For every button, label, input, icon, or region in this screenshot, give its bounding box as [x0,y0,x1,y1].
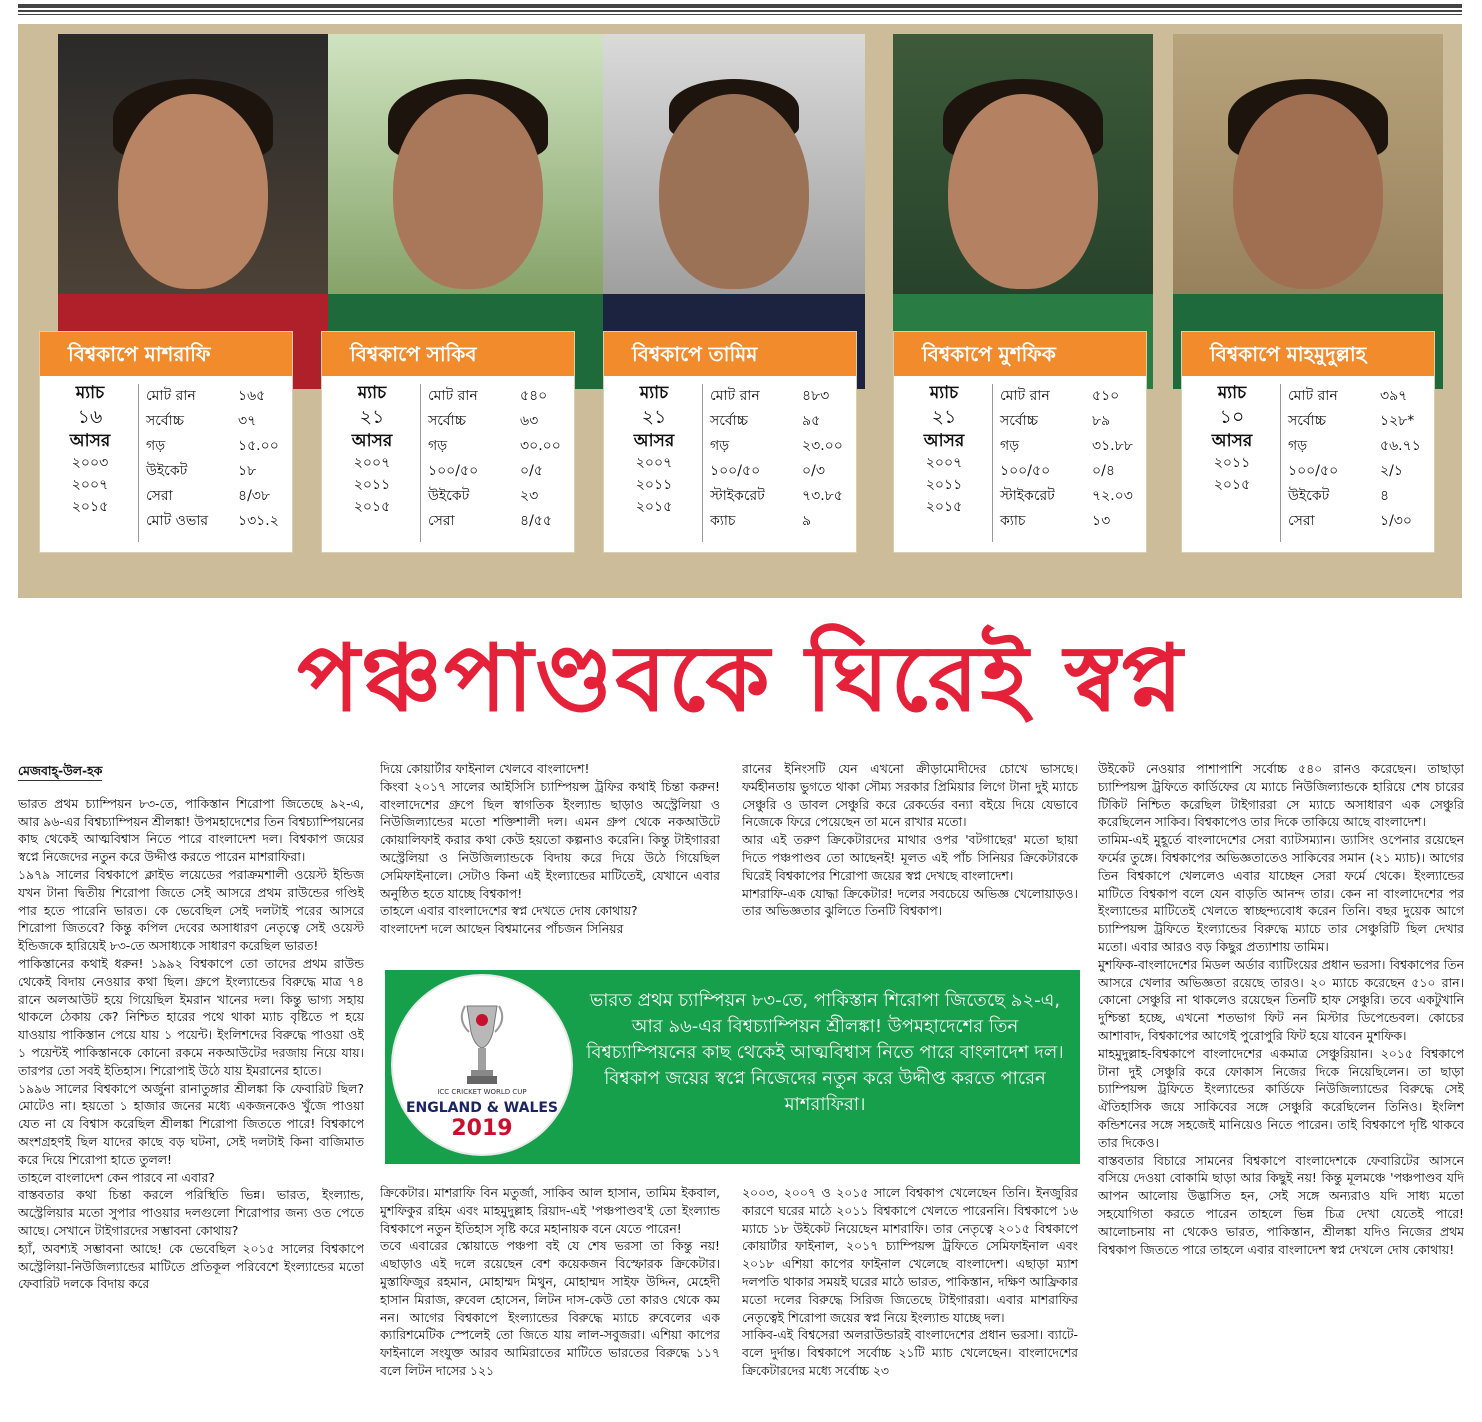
stat-row: মোট রান ৫৪০ [428,388,548,404]
stat-row: মোট ওভার ১৩১.২ [146,513,279,529]
stat-row: মোট রান ৫১০ [1000,388,1120,404]
year: ২০১১ [1213,455,1251,471]
paragraph: মাহমুদুল্লাহ-বিশ্বকাপে বাংলাদেশের একমাত্র সেঞ্চুরিয়ান। ২০১৫ বিশ্বকাপে টানা দুই সেঞ্চুরি করে ফোকাস নিজের দিকে নিয়েছিলেন। তা ছাড়া চ্যাম্পিয়ন্স ট্রফিতে ইংল্যান্ডের কার্ডিফে নিউজিল্যান্ডের বিরুদ্ধে সেই ঐতিহাসিক জয়ে সাকিবের সঙ্গে সেঞ্চুরি করেছিলেন তিনিও। ইংলিশ কন্ডিশনের সঙ্গে সহজেই মানিয়েও নিতে পারেন। তাই বিশ্বকাপে দৃষ্টি থাকবে তার দিকেও। [1098,1045,1464,1150]
paragraph: ক্রিকেটার। মাশরাফি বিন মতুর্জা, সাকিব আল হাসান, তামিম ইকবাল, মুশফিকুর রহিম এবং মাহমুদুল্লাহ রিয়াদ-এই 'পঞ্চপাণ্ডব'ই তো ইংল্যান্ড বিশ্বকাপে নতুন ইতিহাস সৃষ্টি করে মহানায়ক বনে যেতে পারেন! [380,1185,720,1236]
paragraph: তাহলে এবার বাংলাদেশের স্বপ্ন দেখতে দোষ কোথায়? [380,903,638,919]
stat-row: মোট রান ৪৮৩ [710,388,830,404]
year: ২০১১ [353,477,391,493]
logo-year-text: 2019 [451,1116,513,1141]
asor-label: আসর [1211,431,1253,451]
stat-card-mashrafe [40,332,292,552]
match-value: ১০ [1219,406,1245,428]
stat-card-shakib [322,332,574,552]
paragraph: বাংলাদেশ দলে আছেন বিশ্বমানের পাঁচজন সিনিয়র [380,921,624,937]
asor-label: আসর [633,431,675,451]
match-label: ম্যাচ [1217,383,1247,403]
article-column-3-bottom [742,1184,1078,1420]
stat-row: গড় ২৩.০০ [710,438,843,454]
card-title: বিশ্বকাপে সাকিব [322,332,574,376]
year: ২০০৭ [71,477,109,493]
stat-row: সর্বোচ্চ ৮৯ [1000,413,1111,429]
stat-row: ক্যাচ ৯ [710,513,812,529]
article-column-1 [18,762,364,1420]
match-value: ২১ [641,406,667,428]
article-column-2-top [380,760,720,960]
stat-row: মোট রান ৩৯৭ [1288,388,1408,404]
paragraph: তবে এবারের স্কোয়াডে পঞ্চপা বই যে শেষ ভরসা তা কিন্তু নয়! এছাড়াও এই দলে রয়েছেন বেশ কয়েকজন বিস্ফোরক ক্রিকেটার। মুস্তাফিজুর রহমান, মোহাম্মদ মিথুন, মোহাম্মদ সাইফ উদ্দিন, মেহেদী হাসান মিরাজ, রুবেল হোসেন, লিটন দাস-কেউ তো কারও থেকে কম নন। আগের বিশ্বকাপে ইংল্যান্ডের বিরুদ্ধে ম্যাচে রুবেলের এক ক্যারিশমেটিক স্পেলেই তো জিতে যায় লাল-সবুজরা। এশিয়া কাপের ফাইনালে সংযুক্ত আরব আমিরাতের মাটিতে ভারতের বিরুদ্ধে ১১৭ বলে লিটন দাসের ১২১ [380,1238,720,1378]
year: ২০০৭ [635,455,673,471]
stat-row: উইকেট ১৮ [146,463,257,479]
stat-row: ১০০/৫০ ০/৫ [428,463,543,479]
paragraph: বাস্তবতার কথা চিন্তা করলে পরিস্থিতি ভিন্ন। ভারত, ইংল্যান্ড, অস্ট্রেলিয়ার মতো সুপার পাওয়ার দলগুলো শিরোপার জন্য ওত পেতে আছে। সেখানে টাইগারদের সম্ভাবনা কোথায়? [18,1187,364,1238]
year: ২০১১ [635,477,673,493]
stat-row: সেরা ৪/৫৫ [428,513,552,529]
year: ২০১৫ [925,499,963,515]
stat-row: সর্বোচ্চ ১২৮* [1288,413,1415,429]
stat-row: গড় ১৫.০০ [146,438,279,454]
stat-card-tamim [604,332,856,552]
byline: মেজবাহ্-উল-হক [18,762,102,781]
year: ২০০৭ [925,455,963,471]
stat-card-mahmudullah [1182,332,1434,552]
paragraph: ২০০৩, ২০০৭ ও ২০১৫ সালে বিশ্বকাপ খেলেছেন তিনি। ইনজুরির কারণে ঘরের মাঠে ২০১১ বিশ্বকাপে খেলতে পারেননি। বিশ্বকাপে ১৬ ম্যাচে ১৮ উইকেট নিয়েছেন মাশরাফি। তার নেতৃত্বে ২০১৫ বিশ্বকাপে কোয়ার্টার ফাইনাল, ২০১৭ চ্যাম্পিয়ন্স ট্রফিতে সেমিফাইনাল এবং ২০১৮ এশিয়া কাপের ফাইনাল খেলেছে বাংলাদেশ। এছাড়া ম্যাশ দলপতি থাকার সময়ই ঘরের মাঠে ভারত, পাকিস্তান, দক্ষিণ আফ্রিকার মতো দলের বিরুদ্ধে সিরিজ জিতেছে টাইগাররা। এবার মাশরাফির নেতৃত্বেই শিরোপা জয়ের স্বপ্ন নিয়ে ইংল্যান্ড যাচ্ছে দল। [742,1185,1078,1325]
top-rule [18,0,1462,20]
card-title: বিশ্বকাপে মাহমুদুল্লাহ [1182,332,1434,376]
paragraph: উইকেট নেওয়ার পাশাপাশি সর্বোচ্চ ৫৪০ রানও করেছেন। তাছাড়া চ্যাম্পিয়ন্স ট্রফিতে কার্ডিফের যে ম্যাচে নিউজিল্যান্ডকে হারিয়ে শেষ চারের টিকিট নিশ্চিত করেছিল টাইগাররা সে ম্যাচে অসাধারণ এক সেঞ্চুরি করেছিলেন সাকিব। বিশ্বকাপেও তার দিকে তাকিয়ে আছে বাংলাদেশ। [1098,761,1464,830]
paragraph: ১৯৭৯ সালের বিশ্বকাপে ক্লাইভ লয়েডের পরাক্রমশালী ওয়েস্ট ইন্ডিজ যখন টানা দ্বিতীয় শিরোপা জিতে সেই আসরে প্রথম রাউন্ডের গণ্ডিই পার হতে পারেনি ভারত। কে ভেবেছিল সেই দলটাই পরের আসরে শিরোপা জিতবে? কিন্তু কপিল দেবের অসাধারণ নেতৃত্বে সেই ওয়েস্ট ইন্ডিজকে হারিয়েই ৮৩-তে অসাধ্যকে সাধারণ করেছিল ভারত! [18,866,364,954]
paragraph: তাহলে বাংলাদেশ কেন পারবে না এবার? [18,1169,215,1185]
year: ২০১৫ [635,499,673,515]
stat-row: গড় ৫৬.৭১ [1288,438,1421,454]
article-column-4 [1098,760,1464,1420]
year: ২০০৭ [353,455,391,471]
paragraph: আর এই তরুণ ক্রিকেটারদের মাথার ওপর 'বটগাছের' মতো ছায়া দিতে পঞ্চপাণ্ডব তো আছেনই! মূলত এই পাঁচ সিনিয়র ক্রিকেটারকে ঘিরেই বিশ্বকাপের শিরোপা জয়ের স্বপ্ন দেখছে বাংলাদেশ। [742,832,1078,883]
year: ২০১১ [925,477,963,493]
match-label: ম্যাচ [929,383,959,403]
match-value: ১৬ [77,406,103,428]
paragraph: দিয়ে কোয়ার্টার ফাইনাল খেলবে বাংলাদেশ! [380,761,590,776]
stat-row: গড় ৩১.৮৮ [1000,438,1133,454]
article-column-3-top [742,760,1078,960]
paragraph: হ্যাঁ, অবশ্যই সম্ভাবনা আছে! কে ভেবেছিল ২০১৫ সালের বিশ্বকাপে অস্ট্রেলিয়া-নিউজিল্যান্ডের মাটিতে প্রতিকূল পরিবেশে ইংল্যান্ডের মতো ফেবারিট দলকে বিদায় করে [18,1240,364,1292]
pull-quote-text: ভারত প্রথম চ্যাম্পিয়ন ৮৩-তে, পাকিস্তান শিরোপা জিতেছে ৯২-এ, আর ৯৬-এর বিশ্বচ্যাম্পিয়ন শ্রীলঙ্কা! উপমহাদেশের তিন বিশ্বচ্যাম্পিয়নের কাছ থেকেই আত্মবিশ্বাস নিতে পারে বাংলাদেশ দল। বিশ্বকাপ জয়ের স্বপ্নে নিজেদের নতুন করে উদ্দীপ্ত করতে পারেন মাশরাফিরা। [586,990,1064,1115]
paragraph: মাশরাফি-এক যোদ্ধা ক্রিকেটার! দলের সবচেয়ে অভিজ্ঞ খেলোয়াড়ও। তার অভিজ্ঞতার ঝুলিতে তিনটি বিশ্বকাপ। [742,885,1078,919]
stat-row: ১০০/৫০ ২/১ [1288,463,1403,479]
asor-label: আসর [351,431,393,451]
year: ২০১৫ [353,499,391,515]
asor-label: আসর [923,431,965,451]
match-value: ২১ [359,406,385,428]
paragraph: পাকিস্তানের কথাই ধরুন! ১৯৯২ বিশ্বকাপে তো তাদের প্রথম রাউন্ড থেকেই বিদায় নেওয়ার কথা ছিল। গ্রুপে ইংল্যান্ডের বিরুদ্ধে মাত্র ৭৪ রানে অলআউট হয়ে গিয়েছিল ইমরান খানের দল। কিন্তু ভাগ্য সহায় থাকলে ঠেকায় কে? নিশ্চিত হারের পথে থাকা ম্যাচ বৃষ্টিতে প হয়ে যাওয়ায় পাকিস্তান পেয়ে যায় ১ পয়েন্ট। ইংলিশদের বিরুদ্ধে পাওয়া ওই ১ পয়েন্টই পাকিস্তানকে কোনো রকমে নকআউটের দরজায় নিয়ে যায়। তারপর তো সবই ইতিহাস। শিরোপাই উঠে যায় ইমরানের হাতে। [18,955,364,1078]
stat-row: ক্যাচ ১৩ [1000,513,1111,529]
paragraph: তামিম-এই মুহূর্তে বাংলাদেশের সেরা ব্যাটসম্যান। ড্যাসিং ওপেনার রয়েছেন ফর্মের তুঙ্গে। বিশ্বকাপের অভিজ্ঞতাতেও সাকিবের সমান (২১ ম্যাচ)। আগের তিন বিশ্বকাপে খেললেও এবার যাচ্ছেন সেরা ফর্মে থেকে। ইংল্যান্ডের মাটিতে বিশ্বকাপ বলে যেন বাড়তি আনন্দ তার। কেন না বাংলাদেশের পর ইংল্যান্ডের মাটিতেই খেলতে স্বাচ্ছন্দ্যবোধ করেন তিনি। বছর দুয়েক আগে চ্যাম্পিয়ন্স ট্রফিতে ইংল্যান্ডের বিরুদ্ধে ম্যাচে তার সেঞ্চুরিটি ছিল দেখার মতো। এবার আরও বড় কিছুর প্রত্যাশায় তামিম। [1098,832,1464,954]
paragraph: বাস্তবতার বিচারে সামনের বিশ্বকাপে বাংলাদেশকে ফেবারিটের আসনে বসিয়ে দেওয়া বোকামি ছাড়া আর কিছুই নয়! কিন্তু মূলমঞ্চে 'পঞ্চপাণ্ডব যদি আপন আলোয় উদ্ভাসিত হন, সেই সঙ্গে অন্যরাও যদি সাধ্য মতো সহযোগিতা করতে পারেন তাহলে ভিন্ন চিত্র দেখা যেতেই পারে! আলোচনায় না থেকেও ভারত, পাকিস্তান, শ্রীলঙ্কা যদিও নিজের প্রথম বিশ্বকাপ জিততে পারে তাহলে এবার বাংলাদেশ স্বপ্ন দেখলে দোষ কোথায়! [1098,1152,1464,1257]
headline: পঞ্চপাণ্ডবকে ঘিরেই স্বপ্ন [297,624,1185,732]
pull-quote-box [385,970,1080,1164]
match-value: ২১ [931,406,957,428]
logo-host-text: ENGLAND & WALES [405,1100,559,1116]
stat-row: মোট রান ১৬৫ [146,388,266,404]
card-title: বিশ্বকাপে তামিম [604,332,856,376]
logo-small-text: ICC CRICKET WORLD CUP [437,1088,527,1096]
asor-label: আসর [69,431,111,451]
article-column-2-bottom [380,1184,720,1420]
stat-row: উইকেট ৪ [1288,488,1390,504]
year: ২০১৫ [71,499,109,515]
stat-row: ১০০/৫০ ০/৩ [710,463,825,479]
world-cup-logo [393,976,571,1154]
match-label: ম্যাচ [75,383,105,403]
paragraph: ১৯৯৬ সালের বিশ্বকাপে অর্জুনা রানাতুঙ্গার শ্রীলঙ্কা কি ফেবারিট ছিল? মোটেও না। হয়তো ১ হাজার জনের মধ্যে একজনকেও খুঁজে পাওয়া যেত না যে বিশ্বাস করেছিল শ্রীলঙ্কা শিরোপা জিততে পারে! বিশ্বকাপে অংশগ্রহণই ছিল যাদের কাছে বড় ঘটনা, সেই দলটাই কিনা বাজিমাত করে দিয়ে শিরোপা হাতে তুলল! [18,1080,364,1167]
stat-row: গড় ৩০.০০ [428,438,561,454]
stat-row: সেরা ১/৩০ [1288,513,1413,529]
stat-card-mushfiq [894,332,1146,552]
paragraph: কিংবা ২০১৭ সালের আইসিসি চ্যাম্পিয়ন্স ট্রফির কথাই চিন্তা করুন! বাংলাদেশের গ্রুপে ছিল স্বাগতিক ইংল্যান্ড ছাড়াও অস্ট্রেলিয়া ও নিউজিল্যান্ডের মতো শক্তিশালী দল। এমন গ্রুপ থেকে নকআউটে কোয়ালিফাই করার কথা কেউ হয়তো কল্পনাও করেনি। কিন্তু টাইগাররা অস্ট্রেলিয়া ও নিউজিল্যান্ডকে বিদায় করে দিয়ে উঠে গিয়েছিল সেমিফাইনালে। সেটাও কিনা এই ইংল্যান্ডের মাটিতেই, যেখানে এবার অনুষ্ঠিত হতে যাচ্ছে বিশ্বকাপ! [380,778,720,901]
trophy-icon [457,1002,507,1088]
paragraph: রানের ইনিংসটি যেন এখনো ক্রীড়ামোদীদের চোখে ভাসছে। ফর্মহীনতায় ভুগতে থাকা সৌম্য সরকার প্রিমিয়ার লিগে টানা দুই ম্যাচে সেঞ্চুরি ও ডাবল সেঞ্চুরি করে রেকর্ডের বন্যা বইয়ে দিয়ে যেভাবে নিজেকে ফিরে পেয়েছেন তা মনে রাখার মতো। [742,761,1078,830]
match-label: ম্যাচ [357,383,387,403]
paragraph: সাকিব-এই বিশ্বসেরা অলরাউন্ডারই বাংলাদেশের প্রধান ভরসা। ব্যাটে-বলে দুর্দান্ত। বিশ্বকাপে সর্বোচ্চ ২১টি ম্যাচ খেলেছেন। বাংলাদেশের ক্রিকেটারদের মধ্যে সর্বোচ্চ ২৩ [742,1327,1078,1378]
paragraph: ভারত প্রথম চ্যাম্পিয়ন ৮৩-তে, পাকিস্তান শিরোপা জিতেছে ৯২-এ, আর ৯৬-এর বিশ্বচ্যাম্পিয়ন শ্রীলঙ্কা! উপমহাদেশের তিন বিশ্বচ্যাম্পিয়নের কাছ থেকেই আত্মবিশ্বাস নিতে পারে বাংলাদেশ দল। বিশ্বকাপ জয়ের স্বপ্নে নিজেদের নতুন করে উদ্দীপ্ত করতে পারেন মাশরাফিরা। [18,795,364,865]
stat-row: সর্বোচ্চ ৬৩ [428,413,539,429]
paragraph: মুশফিক-বাংলাদেশের মিডল অর্ডার ব্যাটিংয়ের প্রধান ভরসা। বিশ্বকাপের তিন আসরে খেলার অভিজ্ঞতা রয়েছে তারও। ২০ ম্যাচে করেছেন ৫১০ রান। কোনো সেঞ্চুরি না থাকলেও রয়েছেন তিনটি হাফ সেঞ্চুরি। তবে একটুখানি দুশ্চিন্তা হচ্ছে, এখনো শতভাগ ফিট নন মিস্টার ডিপেন্ডেবল। কোচের আশাবাদ, বিশ্বকাপের আগেই পুরোপুরি ফিট হয়ে যাবেন মুশফিক। [1098,956,1464,1043]
stat-row: স্টাইকরেট ৭২.০৩ [1000,488,1133,504]
stat-row: স্টাইকরেট ৭৩.৮৫ [710,488,843,504]
stat-row: সেরা ৪/৩৮ [146,488,270,504]
card-title: বিশ্বকাপে মুশফিক [894,332,1146,376]
stat-row: সর্বোচ্চ ৩৭ [146,413,257,429]
stat-row: ১০০/৫০ ০/৪ [1000,463,1115,479]
card-title: বিশ্বকাপে মাশরাফি [40,332,292,376]
stat-row: সর্বোচ্চ ৯৫ [710,413,821,429]
year: ২০১৫ [1213,477,1251,493]
year: ২০০৩ [71,455,109,471]
match-label: ম্যাচ [639,383,669,403]
stat-row: উইকেট ২৩ [428,488,539,504]
